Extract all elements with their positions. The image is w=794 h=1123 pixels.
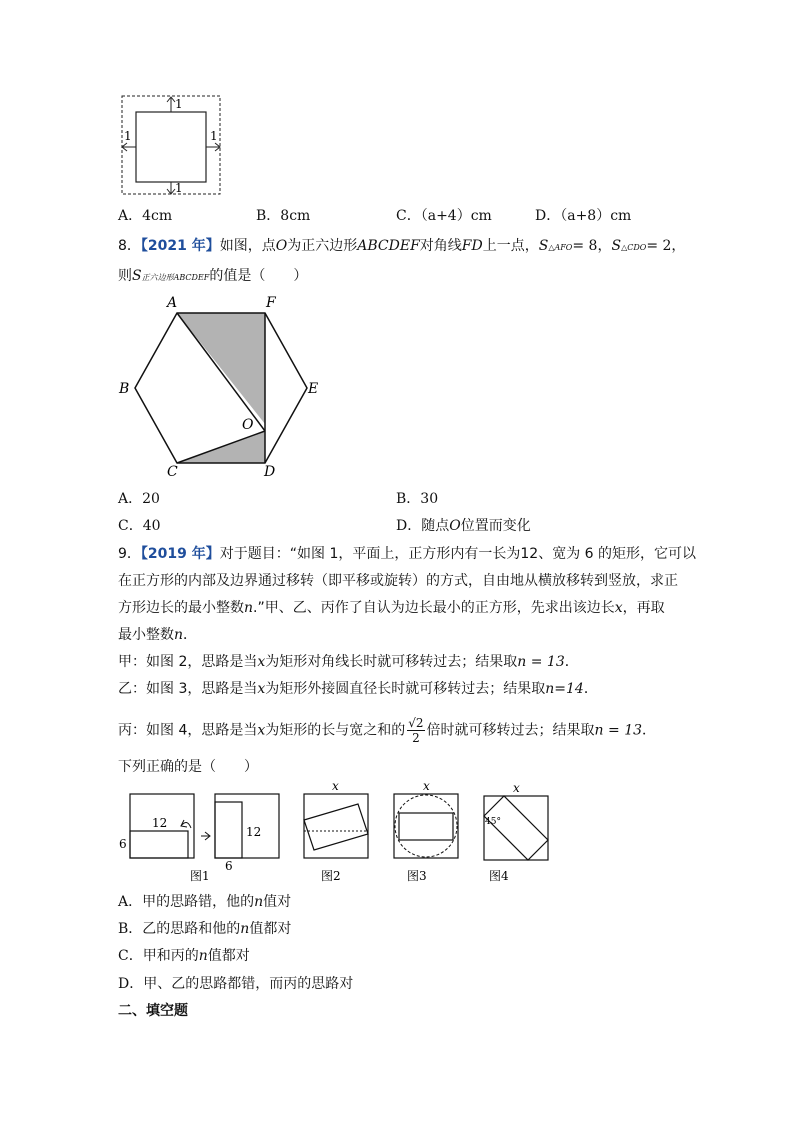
label-bottom: 1 (175, 181, 183, 195)
point-o: O (242, 417, 254, 433)
q7-option-d: D．（a+8）cm (535, 208, 632, 224)
q7-option-c: C．（a+4）cm (396, 208, 492, 224)
vertex-b: B (119, 381, 130, 397)
vertex-a: A (167, 295, 178, 311)
fig3-x: x (423, 779, 430, 793)
vertex-f: F (266, 295, 276, 311)
section-title: 二、填空题 (118, 1003, 188, 1019)
label-left: 1 (124, 129, 132, 143)
fig1b-label-6: 6 (225, 859, 233, 873)
hexagon-figure (115, 293, 325, 478)
q9-option-a: A．甲的思路错，他的n值对 (118, 894, 292, 910)
fraction-sqrt2-over-2: $\frac{√2}{2}$ (408, 716, 424, 745)
q9-option-b: B．乙的思路和他的n值都对 (118, 921, 292, 937)
q8-stem-line2: 则S正六边形ABCDEF的值是（ ） (118, 268, 308, 284)
fig4-angle: 45° (485, 817, 501, 827)
q9-option-c: C．甲和丙的n值都对 (118, 948, 250, 964)
q8-option-d: D．随点O位置而变化 (396, 518, 531, 534)
q7-option-a: A．4cm (118, 208, 173, 224)
vertex-d: D (264, 464, 276, 480)
vertex-e: E (308, 381, 319, 397)
q9-stem-line1: 9．【2019 年】对于题目：“如图 1，平面上，正方形内有一长为12、宽为 6 的矩形，它可以 (118, 546, 696, 562)
q9-ask: 下列正确的是（ ） (118, 759, 258, 775)
q8-stem-line1: 8．【2021 年】如图，点O为正六边形ABCDEF对角线FD上一点，S△AFO= 8，S△CDO= 2， (118, 238, 686, 254)
fig4-x: x (513, 781, 520, 795)
q8-option-c: C．40 (118, 518, 161, 534)
fig1b-label-12: 12 (246, 825, 262, 839)
q8-option-a: A．20 (118, 491, 160, 507)
q9-figures (115, 779, 555, 883)
q9-yi: 乙：如图 3，思路是当x为矩形外接圆直径长时就可移转过去；结果取n=14． (118, 681, 598, 697)
label-top: 1 (175, 97, 183, 111)
fig2-x: x (332, 779, 339, 793)
fig1-label-12: 12 (152, 816, 168, 830)
q9-option-d: D．甲、乙的思路都错，而丙的思路对 (118, 976, 354, 992)
fig2-caption: 图2 (321, 869, 341, 883)
q9-jia: 甲：如图 2，思路是当x为矩形对角线长时就可移转过去；结果取n = 13． (118, 654, 579, 670)
label-right: 1 (210, 129, 218, 143)
fig1-label-6: 6 (119, 837, 127, 851)
expand-square-figure (118, 94, 228, 204)
fig1-caption: 图1 (190, 869, 210, 883)
q7-option-b: B．8cm (256, 208, 311, 224)
q9-stem-line4: 最小整数n． (118, 627, 198, 643)
fig3-caption: 图3 (407, 869, 427, 883)
q9-bing: 丙：如图 4，思路是当x为矩形的长与宽之和的 $\frac{√2}{2}$ 倍时就可移转过去；结果取n = 13． (118, 716, 657, 745)
fig4-caption: 图4 (489, 869, 509, 883)
q9-stem-line3: 方形边长的最小整数n.”甲、乙、丙作了自认为边长最小的正方形，先求出该边长x，再取 (118, 600, 665, 616)
vertex-c: C (167, 464, 178, 480)
q9-stem-line2: 在正方形的内部及边界通过移转（即平移或旋转）的方式，自由地从横放移转到竖放，求正 (118, 573, 678, 589)
q8-option-b: B．30 (396, 491, 439, 507)
